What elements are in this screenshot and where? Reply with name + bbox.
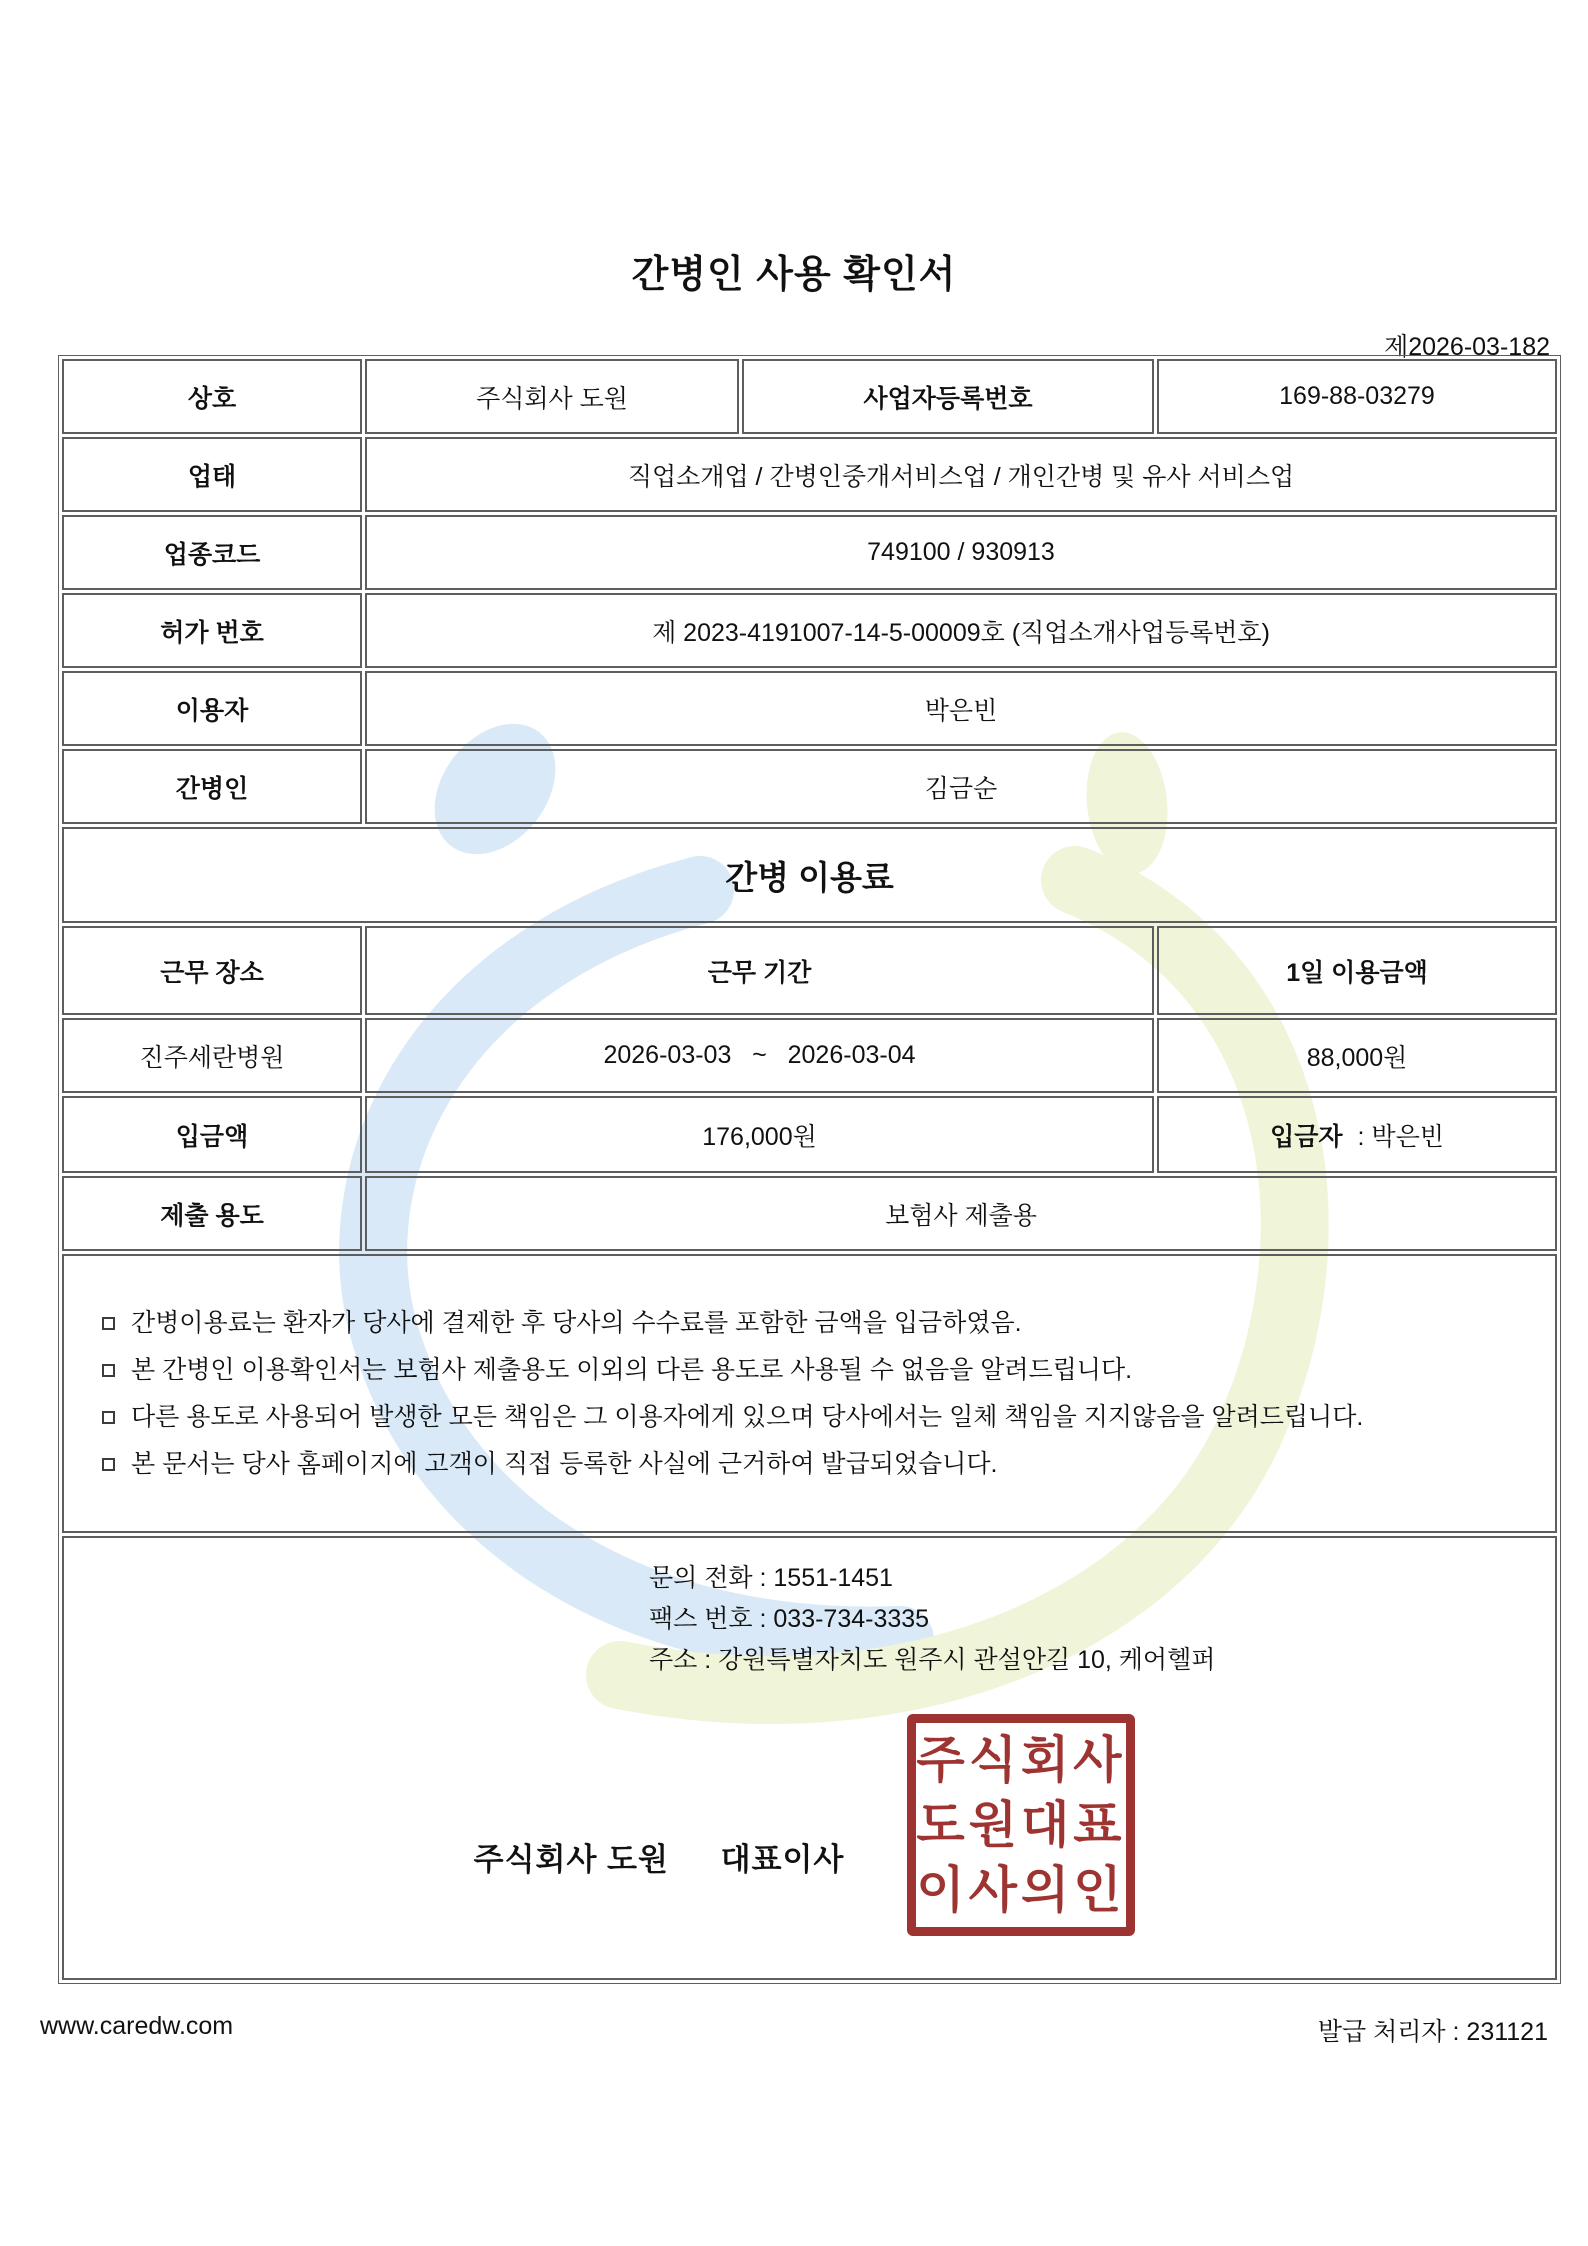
notes-row xyxy=(62,1254,1557,1533)
biz-reg-label: 사업자등록번호 xyxy=(742,359,1154,434)
seal-line: 이사의인 xyxy=(916,1861,1126,1918)
square-bullet-icon xyxy=(102,1364,115,1377)
daily-fee-value: 88,000원 xyxy=(1157,1018,1557,1093)
footer-issuer: 발급 처리자 : 231121 xyxy=(1317,2018,1548,2046)
notes-cell xyxy=(62,1254,1557,1533)
note-text: 다른 용도로 사용되어 발생한 모든 책임은 그 이용자에게 있으며 당사에서는 일체 책임을 지지않음을 알려드립니다. xyxy=(131,1402,1364,1431)
company-seal-stamp xyxy=(907,1714,1135,1936)
note-text: 본 간병인 이용확인서는 보험사 제출용도 이외의 다른 용도로 사용될 수 없음을 알려드립니다. xyxy=(131,1355,1133,1384)
company-value: 주식회사 도원 xyxy=(365,359,739,434)
note-item xyxy=(102,1441,997,1488)
fee-section-header: 간병 이용료 xyxy=(62,827,1557,923)
fee-value-row xyxy=(62,1018,1557,1093)
seal-line: 주식회사 xyxy=(916,1731,1126,1788)
caregiver-label: 간병인 xyxy=(62,749,362,824)
note-item xyxy=(102,1394,1363,1441)
biz-type-label: 업태 xyxy=(62,437,362,512)
permit-label: 허가 번호 xyxy=(62,593,362,668)
section-header-row xyxy=(62,827,1557,923)
purpose-label: 제출 용도 xyxy=(62,1176,362,1251)
signature-company: 주식회사 도원 xyxy=(473,1842,669,1877)
table-row xyxy=(62,593,1557,668)
contact-block xyxy=(649,1558,1215,1681)
depositor-label: 입금자 xyxy=(1270,1122,1343,1151)
user-label: 이용자 xyxy=(62,671,362,746)
doc-number: 제2026-03-182 xyxy=(1384,333,1550,361)
deposit-value: 176,000원 xyxy=(365,1096,1154,1173)
workplace-value: 진주세란병원 xyxy=(62,1018,362,1093)
note-text: 간병이용료는 환자가 당사에 결제한 후 당사의 수수료를 포함한 금액을 입금하였음. xyxy=(131,1308,1022,1337)
square-bullet-icon xyxy=(102,1317,115,1330)
page-title: 간병인 사용 확인서 xyxy=(631,254,957,296)
table-row xyxy=(62,359,1557,434)
note-item xyxy=(102,1300,1022,1347)
signature-role: 대표이사 xyxy=(720,1842,845,1877)
signature-cell xyxy=(62,1536,1557,1980)
contact-address: 주소 : 강원특별자치도 원주시 관설안길 10, 케어헬퍼 xyxy=(649,1646,1216,1674)
depositor-value: : 박은빈 xyxy=(1357,1122,1444,1151)
table-row xyxy=(62,515,1557,590)
note-item xyxy=(102,1347,1132,1394)
period-label: 근무 기간 xyxy=(365,926,1154,1015)
notes-list xyxy=(72,1300,1547,1488)
signature-row xyxy=(62,1536,1557,1980)
purpose-row xyxy=(62,1176,1557,1251)
contact-phone: 문의 전화 : 1551-1451 xyxy=(649,1564,893,1592)
daily-fee-label: 1일 이용금액 xyxy=(1157,926,1557,1015)
workplace-label: 근무 장소 xyxy=(62,926,362,1015)
note-text: 본 문서는 당사 홈페이지에 고객이 직접 등록한 사실에 근거하여 발급되었습니다. xyxy=(131,1449,998,1478)
page-footer xyxy=(40,2012,1548,2048)
period-value: 2026-03-03 ~ 2026-03-04 xyxy=(365,1018,1154,1093)
permit-value: 제 2023-4191007-14-5-00009호 (직업소개사업등록번호) xyxy=(365,593,1557,668)
square-bullet-icon xyxy=(102,1458,115,1471)
table-row xyxy=(62,671,1557,746)
caregiver-value: 김금순 xyxy=(365,749,1557,824)
deposit-row xyxy=(62,1096,1557,1173)
user-value: 박은빈 xyxy=(365,671,1557,746)
company-label: 상호 xyxy=(62,359,362,434)
confirmation-table xyxy=(58,355,1561,1984)
deposit-label: 입금액 xyxy=(62,1096,362,1173)
depositor-cell xyxy=(1157,1096,1557,1173)
table-row xyxy=(62,749,1557,824)
contact-fax: 팩스 번호 : 033-734-3335 xyxy=(649,1605,930,1633)
industry-code-value: 749100 / 930913 xyxy=(365,515,1557,590)
seal-line: 도원대표 xyxy=(916,1796,1126,1853)
biz-reg-value: 169-88-03279 xyxy=(1157,359,1557,434)
square-bullet-icon xyxy=(102,1411,115,1424)
biz-type-value: 직업소개업 / 간병인중개서비스업 / 개인간병 및 유사 서비스업 xyxy=(365,437,1557,512)
footer-website: www.caredw.com xyxy=(40,2012,234,2040)
table-row xyxy=(62,437,1557,512)
purpose-value: 보험사 제출용 xyxy=(365,1176,1557,1251)
industry-code-label: 업종코드 xyxy=(62,515,362,590)
fee-header-row xyxy=(62,926,1557,1015)
